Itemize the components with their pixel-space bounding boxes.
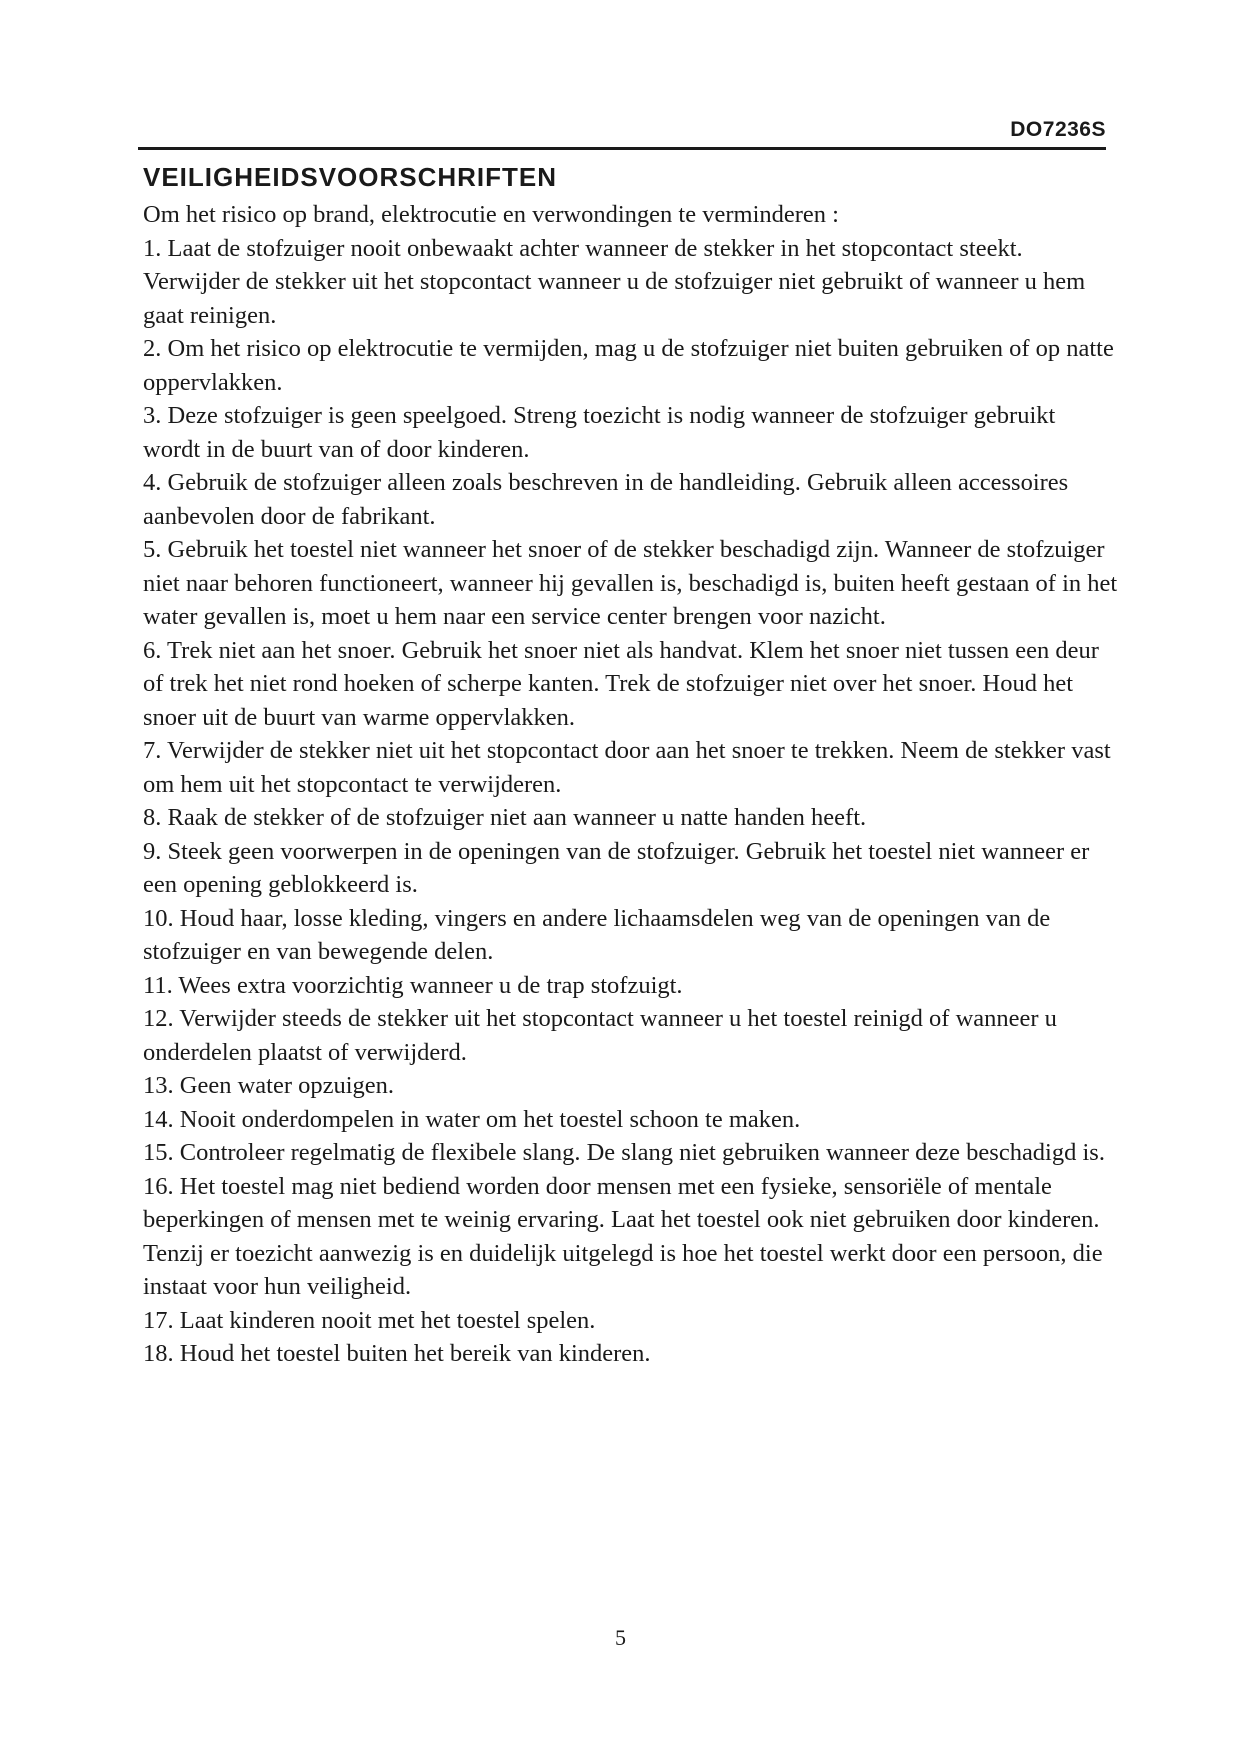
safety-item-6: 6. Trek niet aan het snoer. Gebruik het snoer niet als handvat. Klem het snoer niet tussen een deur of trek het niet rond hoeken of scherpe kanten. Trek de stofzuiger niet over het snoer. Houd het snoer uit de buurt van warme oppervlakken.: [143, 636, 1099, 731]
safety-item-8: 8. Raak de stekker of de stofzuiger niet aan wanneer u natte handen heeft.: [143, 804, 867, 831]
safety-item-7: 7. Verwijder de stekker niet uit het stopcontact door aan het snoer te trekken. Neem de stekker vast om hem uit het stopcontact te verwijderen.: [143, 737, 1111, 798]
safety-item-18: 18. Houd het toestel buiten het bereik van kinderen.: [143, 1340, 651, 1367]
header-rule: [138, 147, 1106, 150]
safety-item-5: 5. Gebruik het toestel niet wanneer het snoer of de stekker beschadigd zijn. Wanneer de stofzuiger niet naar behoren functioneert, wanneer hij gevallen is, beschadigd is, buiten heeft gestaan of in het water gevallen is, moet u hem naar een service center brengen voor nazicht.: [143, 536, 1118, 630]
safety-item-3: 3. Deze stofzuiger is geen speelgoed. Streng toezicht is nodig wanneer de stofzuiger gebruikt wordt in de buurt van of door kinderen.: [143, 402, 1056, 463]
safety-item-4: 4. Gebruik de stofzuiger alleen zoals beschreven in de handleiding. Gebruik alleen accessoires aanbevolen door de fabrikant.: [143, 469, 1069, 530]
safety-item-17: 17. Laat kinderen nooit met het toestel spelen.: [143, 1306, 596, 1334]
model-code: DO7236S: [1010, 118, 1106, 141]
safety-item-14: 14. Nooit onderdompelen in water om het toestel schoon te maken.: [143, 1105, 801, 1133]
safety-item-11: 11. Wees extra voorzichtig wanneer u de trap stofzuigt.: [143, 971, 683, 999]
safety-item-1: 1. Laat de stofzuiger nooit onbewaakt achter wanneer de stekker in het stopcontact steekt. Verwijder de stekker uit het stopcontact wanneer u de stofzuiger niet gebruikt of wanneer u hem gaat reinigen.: [143, 234, 1086, 329]
safety-item-2: 2. Om het risico op elektrocutie te vermijden, mag u de stofzuiger niet buiten gebruiken of op natte oppervlakken.: [143, 335, 1114, 396]
intro-paragraph: Om het risico op brand, elektrocutie en verwondingen te verminderen :: [143, 201, 839, 228]
safety-item-13: 13. Geen water opzuigen.: [143, 1072, 395, 1099]
safety-item-12: 12. Verwijder steeds de stekker uit het stopcontact wanneer u het toestel reinigd of wanneer u onderdelen plaatst of verwijderd.: [143, 1005, 1057, 1066]
safety-item-9: 9. Steek geen voorwerpen in de openingen van de stofzuiger. Gebruik het toestel niet wanneer er een opening geblokkeerd is.: [143, 837, 1090, 898]
section-title: VEILIGHEIDSVOORSCHRIFTEN: [143, 162, 558, 192]
page-number: 5: [615, 1625, 626, 1650]
body-text: [143, 198, 1118, 1371]
safety-item-15: 15. Controleer regelmatig de flexibele slang. De slang niet gebruiken wanneer deze beschadigd is.: [143, 1139, 1105, 1166]
safety-item-10: 10. Houd haar, losse kleding, vingers en andere lichaamsdelen weg van de openingen van de stofzuiger en van bewegende delen.: [143, 904, 1051, 965]
safety-item-16: 16. Het toestel mag niet bediend worden door mensen met een fysieke, sensoriële of mentale beperkingen of mensen met te weinig ervaring. Laat het toestel ook niet gebruiken door kinderen. Tenzij er toezicht aanwezig is en duidelijk uitgelegd is hoe het toestel werkt door een persoon, die instaat voor hun veiligheid.: [143, 1172, 1103, 1300]
